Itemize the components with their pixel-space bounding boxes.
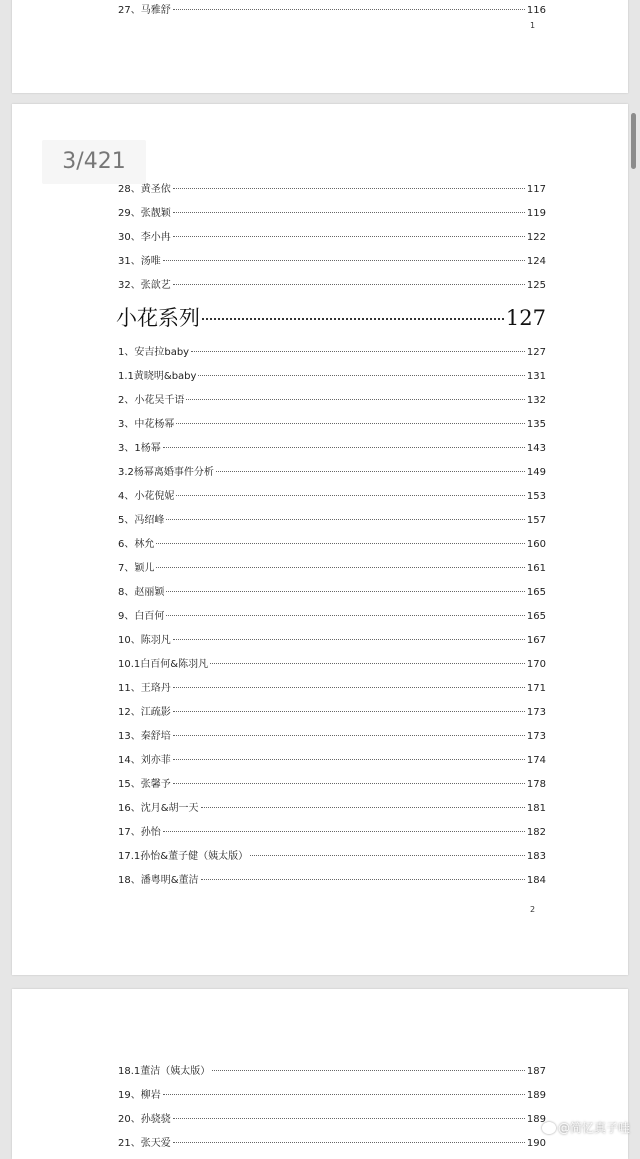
- toc-entry[interactable]: [118, 703, 546, 721]
- dot-leader: [163, 1094, 525, 1095]
- toc-entry[interactable]: [118, 487, 546, 505]
- toc-entry-label: 7、颖儿: [118, 563, 155, 574]
- toc-entry-page: 116: [526, 5, 546, 16]
- toc-entry-page: 153: [526, 491, 546, 502]
- dot-leader: [201, 879, 525, 880]
- toc-entry-label: 5、冯绍峰: [118, 515, 165, 526]
- toc-entry-label: 28、黄圣依: [118, 184, 171, 195]
- page-number: 2: [530, 905, 536, 914]
- toc-entry-page: 157: [526, 515, 546, 526]
- dot-leader: [173, 9, 525, 10]
- toc-section-heading[interactable]: [116, 302, 546, 332]
- toc-entry-label: 9、白百何: [118, 611, 165, 622]
- toc-entry-label: 29、张靓颖: [118, 208, 171, 219]
- toc-entry-page: 178: [526, 779, 546, 790]
- dot-leader: [163, 260, 525, 261]
- weibo-icon: [542, 1122, 556, 1134]
- toc-entry[interactable]: [118, 871, 546, 889]
- toc-entry-label: 2、小花吴千语: [118, 395, 185, 406]
- dot-leader: [163, 447, 525, 448]
- toc-entry-label: 18.1董洁（姨太版）: [118, 1066, 211, 1077]
- toc-entry-page: 189: [526, 1114, 546, 1125]
- toc-entry[interactable]: [118, 679, 546, 697]
- toc-entry-label: 3.2杨幂离婚事件分析: [118, 467, 214, 478]
- toc-entry-page: 143: [526, 443, 546, 454]
- toc-entry[interactable]: [118, 439, 546, 457]
- dot-leader: [166, 519, 525, 520]
- toc-entry-page: 187: [526, 1066, 546, 1077]
- toc-entry-label: 10.1白百何&陈羽凡: [118, 659, 209, 670]
- dot-leader: [202, 318, 504, 320]
- toc-entry-label: 30、李小冉: [118, 232, 171, 243]
- toc-entry[interactable]: [118, 1062, 546, 1080]
- page-number: 1: [530, 21, 536, 30]
- toc-entry[interactable]: [118, 1086, 546, 1104]
- dot-leader: [176, 423, 525, 424]
- toc-entry[interactable]: [118, 1110, 546, 1128]
- toc-entry[interactable]: [118, 559, 546, 577]
- toc-entry-page: 125: [526, 280, 546, 291]
- toc-entry-page: 184: [526, 875, 546, 886]
- toc-entry-label: 14、刘亦菲: [118, 755, 171, 766]
- toc-entry-page: 173: [526, 731, 546, 742]
- toc-entry[interactable]: [118, 228, 546, 246]
- dot-leader: [156, 567, 525, 568]
- watermark-text: @简忆真子哇: [557, 1121, 630, 1135]
- toc-entry[interactable]: [118, 655, 546, 673]
- toc-entry-label: 3、1杨幂: [118, 443, 161, 454]
- toc-entry-label: 1、安吉拉baby: [118, 347, 190, 358]
- watermark: [542, 1119, 630, 1136]
- dot-leader: [186, 399, 525, 400]
- toc-entry-label: 20、孙骁骁: [118, 1114, 171, 1125]
- toc-entry-page: 171: [526, 683, 546, 694]
- toc-entry-label: 3、中花杨幂: [118, 419, 175, 430]
- dot-leader: [210, 663, 525, 664]
- toc-entry-label: 21、张天爱: [118, 1138, 171, 1149]
- toc-entry-page: 181: [526, 803, 546, 814]
- toc-entry[interactable]: [118, 775, 546, 793]
- toc-entry-page: 189: [526, 1090, 546, 1101]
- dot-leader: [212, 1070, 525, 1071]
- toc-entry-page: 117: [526, 184, 546, 195]
- toc-entry[interactable]: [118, 583, 546, 601]
- toc-entry-page: 149: [526, 467, 546, 478]
- toc-entry[interactable]: [118, 823, 546, 841]
- dot-leader: [173, 1142, 525, 1143]
- dot-leader: [166, 591, 525, 592]
- toc-entry[interactable]: [118, 252, 546, 270]
- pdf-page-3: [12, 989, 628, 1159]
- toc-entry-label: 17、孙怡: [118, 827, 161, 838]
- page-indicator: 3/421: [42, 140, 146, 184]
- toc-entry[interactable]: [118, 1, 546, 19]
- toc-entry-page: 165: [526, 587, 546, 598]
- toc-entry-label: 8、赵丽颖: [118, 587, 165, 598]
- dot-leader: [173, 759, 525, 760]
- toc-entry-page: 132: [526, 395, 546, 406]
- toc-entry-label: 27、马雅舒: [118, 5, 171, 16]
- toc-entry-page: 124: [526, 256, 546, 267]
- toc-entry-page: 135: [526, 419, 546, 430]
- toc-entry-label: 18、潘粤明&董洁: [118, 875, 199, 886]
- toc-entry-page: 131: [526, 371, 546, 382]
- dot-leader: [166, 615, 525, 616]
- toc-entry[interactable]: [118, 343, 546, 361]
- dot-leader: [250, 855, 525, 856]
- toc-section-label: 小花系列: [116, 306, 200, 330]
- toc-entry[interactable]: [118, 751, 546, 769]
- toc-entry-page: 183: [526, 851, 546, 862]
- dot-leader: [173, 188, 525, 189]
- toc-entry-page: 167: [526, 635, 546, 646]
- dot-leader: [201, 807, 525, 808]
- toc-entry-page: 122: [526, 232, 546, 243]
- pdf-page-1: [12, 0, 628, 93]
- toc-entry-page: 173: [526, 707, 546, 718]
- toc-entry-label: 11、王珞丹: [118, 683, 171, 694]
- dot-leader: [163, 831, 525, 832]
- toc-entry[interactable]: [118, 367, 546, 385]
- dot-leader: [173, 1118, 525, 1119]
- toc-entry[interactable]: [118, 276, 546, 294]
- toc-entry[interactable]: [118, 511, 546, 529]
- toc-entry-page: 127: [526, 347, 546, 358]
- toc-entry[interactable]: [118, 180, 546, 198]
- toc-entry-label: 32、张歆艺: [118, 280, 171, 291]
- toc-entry[interactable]: [118, 1134, 546, 1152]
- dot-leader: [173, 639, 525, 640]
- toc-section-page: 127: [505, 306, 546, 330]
- toc-entry-label: 16、沈月&胡一天: [118, 803, 199, 814]
- toc-entry[interactable]: [118, 415, 546, 433]
- toc-entry-page: 161: [526, 563, 546, 574]
- toc-entry-page: 119: [526, 208, 546, 219]
- dot-leader: [176, 495, 525, 496]
- toc-entry-page: 165: [526, 611, 546, 622]
- toc-entry-page: 170: [526, 659, 546, 670]
- toc-entry-page: 160: [526, 539, 546, 550]
- toc-entry-label: 10、陈羽凡: [118, 635, 171, 646]
- dot-leader: [173, 783, 525, 784]
- scrollbar-thumb[interactable]: [631, 113, 636, 169]
- toc-entry[interactable]: [118, 607, 546, 625]
- toc-entry-label: 4、小花倪妮: [118, 491, 175, 502]
- dot-leader: [173, 212, 525, 213]
- toc-entry-label: 13、秦舒培: [118, 731, 171, 742]
- pdf-page-2: [12, 104, 628, 975]
- dot-leader: [173, 687, 525, 688]
- toc-entry[interactable]: [118, 463, 546, 481]
- dot-leader: [173, 735, 525, 736]
- toc-entry[interactable]: [118, 204, 546, 222]
- toc-entry-label: 31、汤唯: [118, 256, 161, 267]
- toc-entry-label: 12、江疏影: [118, 707, 171, 718]
- toc-entry[interactable]: [118, 391, 546, 409]
- dot-leader: [191, 351, 525, 352]
- toc-entry[interactable]: [118, 799, 546, 817]
- toc-entry[interactable]: [118, 535, 546, 553]
- toc-entry-label: 15、张馨予: [118, 779, 171, 790]
- dot-leader: [173, 711, 525, 712]
- dot-leader: [198, 375, 524, 376]
- dot-leader: [156, 543, 525, 544]
- toc-entry-page: 190: [526, 1138, 546, 1149]
- toc-entry[interactable]: [118, 631, 546, 649]
- toc-entry-page: 174: [526, 755, 546, 766]
- toc-entry[interactable]: [118, 727, 546, 745]
- dot-leader: [173, 236, 525, 237]
- toc-entry[interactable]: [118, 847, 546, 865]
- dot-leader: [216, 471, 525, 472]
- dot-leader: [173, 284, 525, 285]
- toc-entry-label: 1.1黄晓明&baby: [118, 371, 197, 382]
- toc-entry-page: 182: [526, 827, 546, 838]
- toc-entry-label: 19、柳岩: [118, 1090, 161, 1101]
- toc-entry-label: 17.1孙怡&董子健（姨太版）: [118, 851, 249, 862]
- toc-entry-label: 6、林允: [118, 539, 155, 550]
